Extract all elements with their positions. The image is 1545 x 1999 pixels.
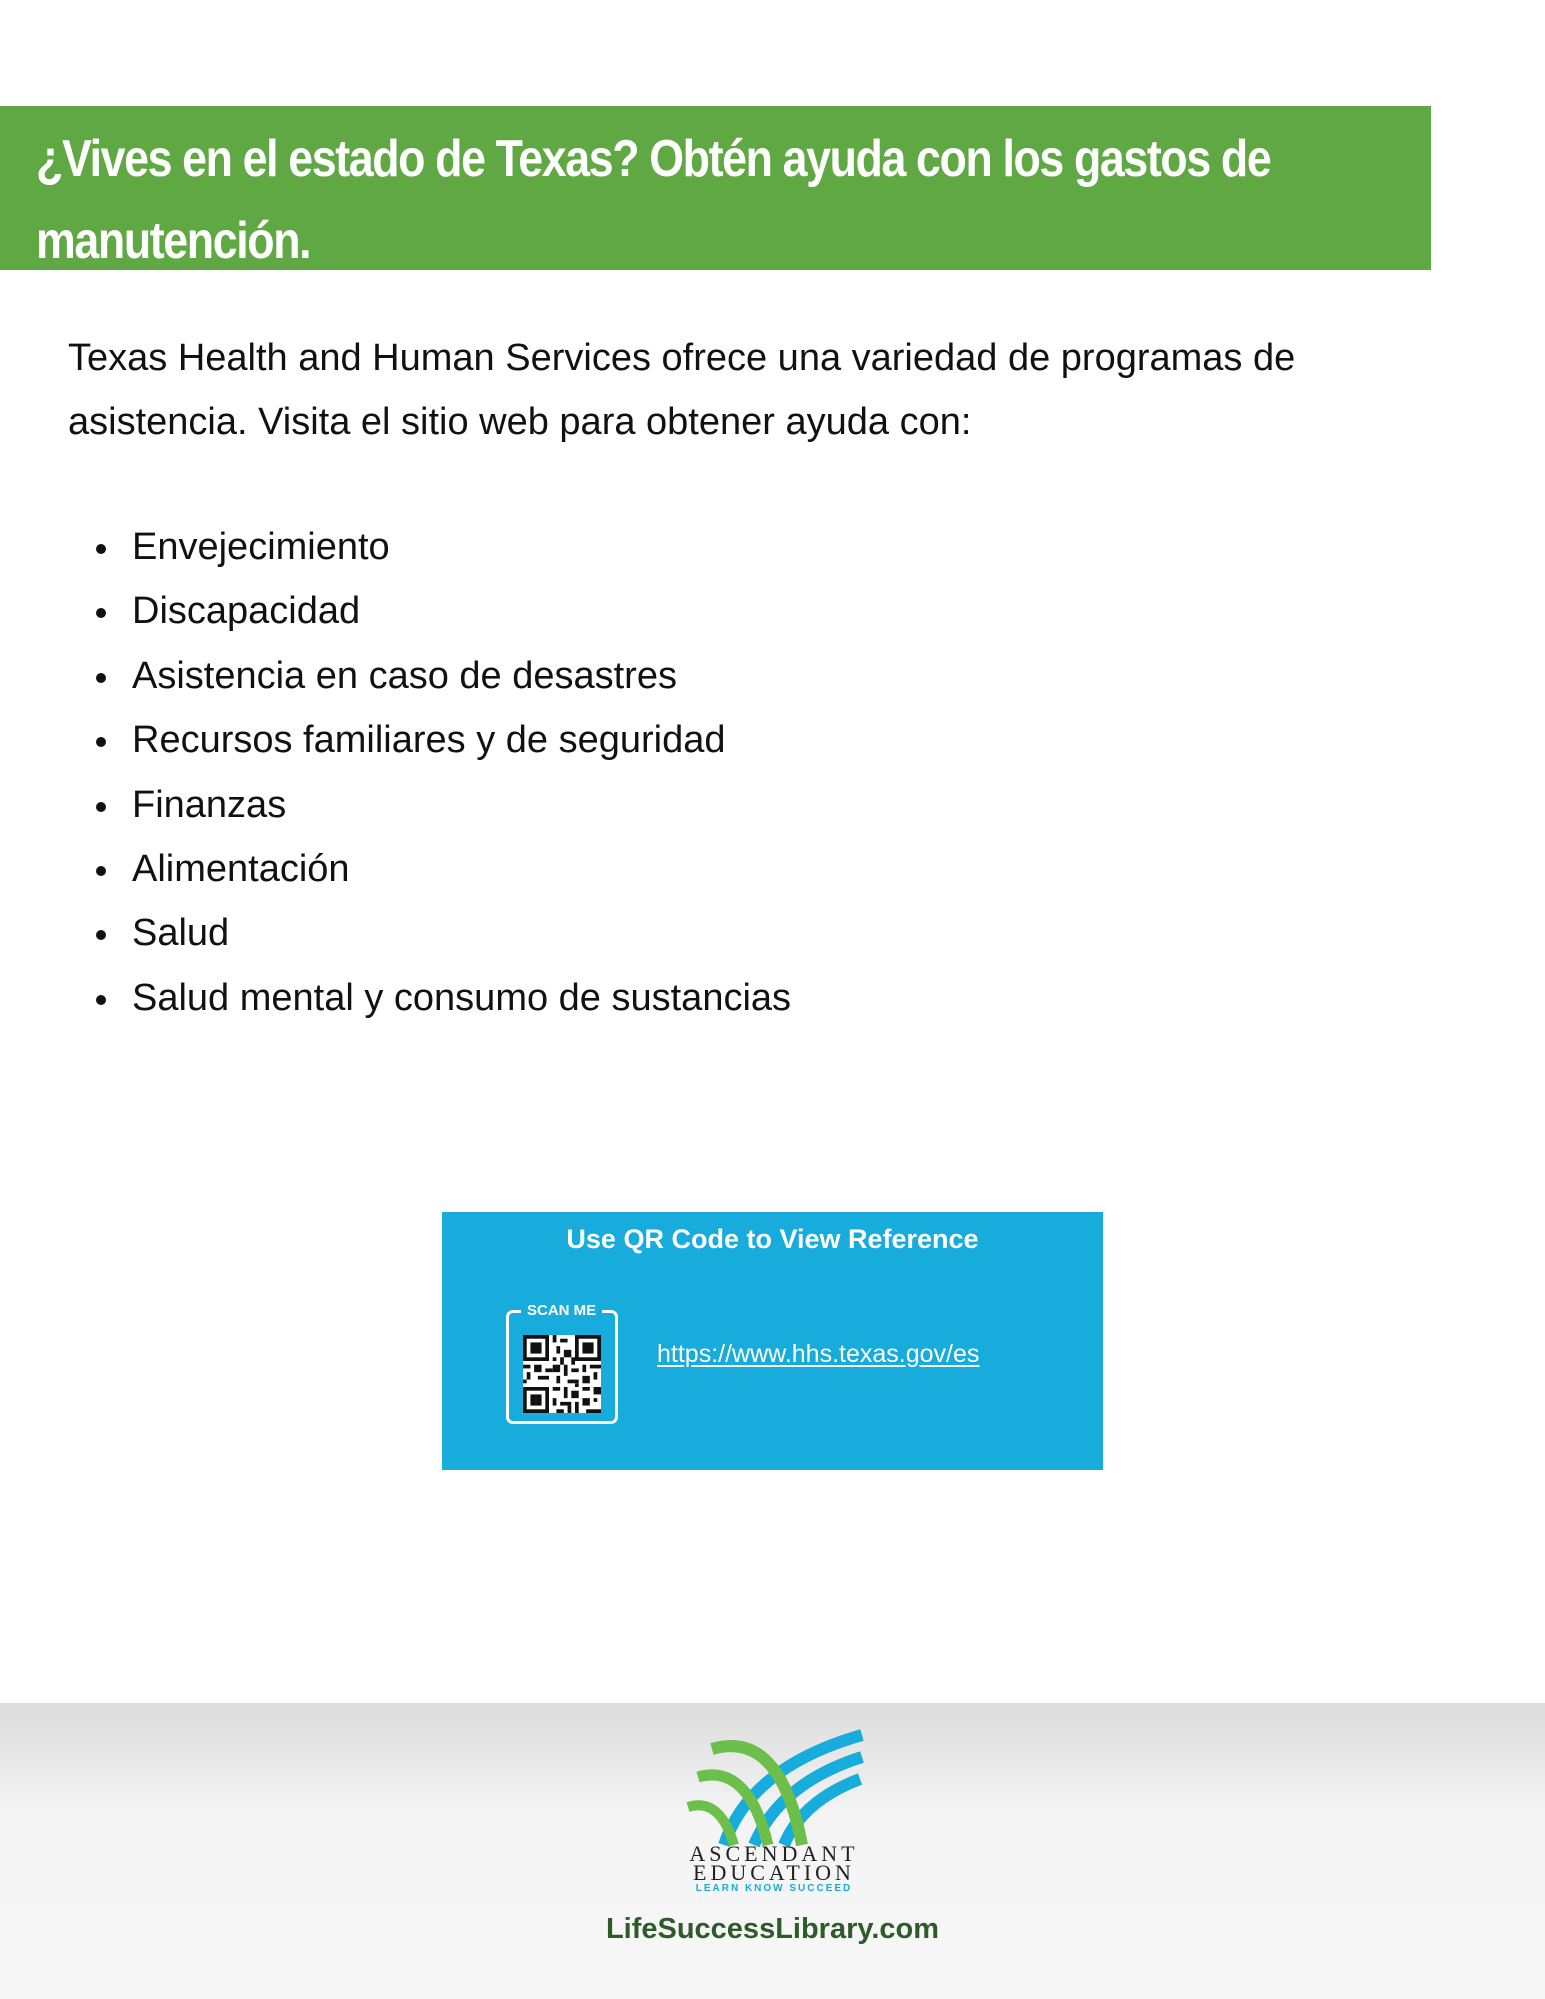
logo-wordmark-line2: EDUCATION xyxy=(693,1860,855,1885)
list-item: Envejecimiento xyxy=(68,515,791,579)
intro-paragraph: Texas Health and Human Services ofrece una variedad de programas de asistencia. Visita el sitio web para obtener ayuda con: xyxy=(68,337,1296,443)
list-item: Alimentación xyxy=(68,837,791,901)
qr-card-heading: Use QR Code to View Reference xyxy=(566,1224,979,1254)
footer-website[interactable]: LifeSuccessLibrary.com xyxy=(605,1913,940,1945)
logo-wordmark-line1: ASCENDANT xyxy=(689,1841,859,1866)
list-item: Discapacidad xyxy=(68,579,791,643)
list-item: Recursos familiares y de seguridad xyxy=(68,708,791,772)
list-item: Asistencia en caso de desastres xyxy=(68,644,791,708)
topics-list xyxy=(68,515,791,1030)
logo-tagline: LEARN KNOW SUCCEED xyxy=(695,1883,853,1894)
ascendant-education-logo-icon xyxy=(684,1727,864,1847)
qr-code-frame[interactable] xyxy=(506,1302,618,1424)
scan-me-label: SCAN ME xyxy=(521,1301,602,1321)
list-item: Salud mental y consumo de sustancias xyxy=(68,966,791,1030)
list-item: Salud xyxy=(68,901,791,965)
list-item: Finanzas xyxy=(68,773,791,837)
header-banner xyxy=(0,106,1431,270)
reference-link[interactable]: https://www.hhs.texas.gov/es xyxy=(657,1340,980,1368)
qr-reference-card xyxy=(442,1212,1103,1470)
footer xyxy=(0,1703,1545,1999)
qr-code-icon xyxy=(523,1335,601,1413)
page-title: ¿Vives en el estado de Texas? Obtén ayuda con los gastos de manutención. xyxy=(36,130,1271,270)
